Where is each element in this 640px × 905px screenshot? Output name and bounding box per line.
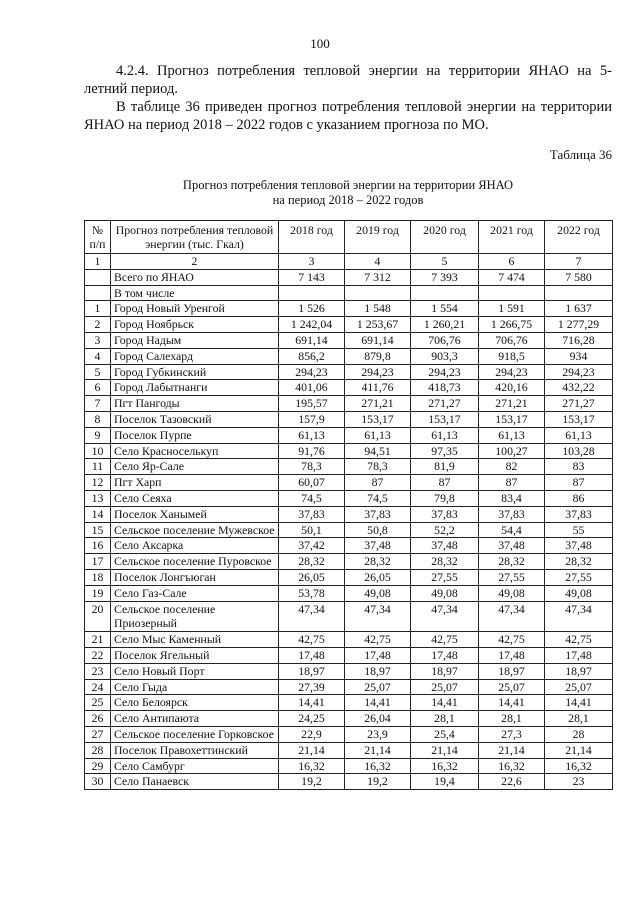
- value-2018: 42,75: [279, 632, 345, 648]
- value-2022: 49,08: [545, 585, 613, 601]
- table-row: [85, 632, 613, 648]
- row-name: Поселок Ханымей: [111, 506, 279, 522]
- value-2019: 14,41: [345, 695, 411, 711]
- value-2020: 97,35: [411, 443, 479, 459]
- value-2021: 16,32: [479, 758, 545, 774]
- intro-heading-paragraph: 4.2.4. Прогноз потребления тепловой энергии на территории ЯНАО на 5-летний период.: [84, 63, 612, 97]
- value-2020: 14,41: [411, 695, 479, 711]
- row-number: 10: [85, 443, 111, 459]
- value-2021: 27,3: [479, 726, 545, 742]
- table-row: [85, 774, 613, 790]
- value-2018: 22,9: [279, 726, 345, 742]
- value-2022: 18,97: [545, 663, 613, 679]
- value-2018: 1 242,04: [279, 317, 345, 333]
- table-row: [85, 411, 613, 427]
- value-2022: 716,28: [545, 332, 613, 348]
- value-2020: 7 393: [411, 269, 479, 285]
- value-2019: 94,51: [345, 443, 411, 459]
- row-number: 20: [85, 601, 111, 632]
- value-2018: 401,06: [279, 380, 345, 396]
- table-row: [85, 443, 613, 459]
- table-row: [85, 742, 613, 758]
- table-row: [85, 726, 613, 742]
- value-2019: 1 253,67: [345, 317, 411, 333]
- header-2019: 2019 год: [345, 221, 411, 254]
- row-number: 2: [85, 317, 111, 333]
- value-2020: 418,73: [411, 380, 479, 396]
- row-number: 6: [85, 380, 111, 396]
- value-2019: 7 312: [345, 269, 411, 285]
- value-2021: 37,48: [479, 538, 545, 554]
- row-number: 21: [85, 632, 111, 648]
- row-name: Село Газ-Сале: [111, 585, 279, 601]
- value-2021: 22,6: [479, 774, 545, 790]
- row-number: 7: [85, 396, 111, 412]
- value-2022: 37,83: [545, 506, 613, 522]
- table-row: [85, 506, 613, 522]
- value-2018: 37,83: [279, 506, 345, 522]
- value-2020: 1 554: [411, 301, 479, 317]
- row-name: Пгт Харп: [111, 475, 279, 491]
- column-number: 6: [479, 254, 545, 270]
- value-2018: 294,23: [279, 364, 345, 380]
- value-2022: 16,32: [545, 758, 613, 774]
- table-row: [85, 490, 613, 506]
- value-2018: 19,2: [279, 774, 345, 790]
- row-name: Город Салехард: [111, 348, 279, 364]
- value-2019: 294,23: [345, 364, 411, 380]
- value-2018: 18,97: [279, 663, 345, 679]
- row-name: Поселок Правохеттинский: [111, 742, 279, 758]
- value-2022: 28: [545, 726, 613, 742]
- value-2019: 17,48: [345, 647, 411, 663]
- value-2020: 25,07: [411, 679, 479, 695]
- value-2021: 37,83: [479, 506, 545, 522]
- value-2018: 7 143: [279, 269, 345, 285]
- value-2021: 294,23: [479, 364, 545, 380]
- column-number: 4: [345, 254, 411, 270]
- value-2019: 691,14: [345, 332, 411, 348]
- row-number: 12: [85, 475, 111, 491]
- value-2022: 103,28: [545, 443, 613, 459]
- row-number: 8: [85, 411, 111, 427]
- row-name: В том числе: [111, 285, 279, 301]
- value-2018: 195,57: [279, 396, 345, 412]
- value-2020: 37,83: [411, 506, 479, 522]
- value-2021: 28,32: [479, 554, 545, 570]
- row-number: 13: [85, 490, 111, 506]
- row-name: Всего по ЯНАО: [111, 269, 279, 285]
- value-2019: 26,05: [345, 569, 411, 585]
- table-label: Таблица 36: [549, 147, 612, 162]
- value-2021: 28,1: [479, 711, 545, 727]
- value-2018: 91,76: [279, 443, 345, 459]
- value-2022: 55: [545, 522, 613, 538]
- value-2018: 1 526: [279, 301, 345, 317]
- value-2022: 271,27: [545, 396, 613, 412]
- row-name: Поселок Тазовский: [111, 411, 279, 427]
- table-row: [85, 459, 613, 475]
- value-2019: 49,08: [345, 585, 411, 601]
- value-2021: 153,17: [479, 411, 545, 427]
- value-2021: 18,97: [479, 663, 545, 679]
- value-2018: 21,14: [279, 742, 345, 758]
- row-name: Село Сеяха: [111, 490, 279, 506]
- value-2020: 18,97: [411, 663, 479, 679]
- table-row: [85, 301, 613, 317]
- header-name: Прогноз потребления тепловой энергии (тыс. Гкал): [111, 221, 279, 254]
- row-number: 11: [85, 459, 111, 475]
- value-2022: 14,41: [545, 695, 613, 711]
- value-2022: 83: [545, 459, 613, 475]
- row-name: Сельское поселение Пуровское: [111, 554, 279, 570]
- header-2018: 2018 год: [279, 221, 345, 254]
- value-2020: 28,32: [411, 554, 479, 570]
- value-2022: 432,22: [545, 380, 613, 396]
- value-2019: 87: [345, 475, 411, 491]
- value-2019: 37,83: [345, 506, 411, 522]
- row-number: 27: [85, 726, 111, 742]
- row-name: Город Надым: [111, 332, 279, 348]
- value-2022: 934: [545, 348, 613, 364]
- value-2020: 153,17: [411, 411, 479, 427]
- value-2018: 16,32: [279, 758, 345, 774]
- value-2019: 25,07: [345, 679, 411, 695]
- value-2021: 27,55: [479, 569, 545, 585]
- value-2021: 420,16: [479, 380, 545, 396]
- value-2020: 271,27: [411, 396, 479, 412]
- value-2020: 27,55: [411, 569, 479, 585]
- table-row: [85, 538, 613, 554]
- value-2020: 61,13: [411, 427, 479, 443]
- row-name: Село Самбург: [111, 758, 279, 774]
- value-2022: 61,13: [545, 427, 613, 443]
- value-2019: 271,21: [345, 396, 411, 412]
- subheader-row: [85, 285, 613, 301]
- row-number: 25: [85, 695, 111, 711]
- value-2020: 25,4: [411, 726, 479, 742]
- row-number: 17: [85, 554, 111, 570]
- value-2019: 78,3: [345, 459, 411, 475]
- value-2021: 17,48: [479, 647, 545, 663]
- value-2021: 82: [479, 459, 545, 475]
- total-row: [85, 269, 613, 285]
- row-name: Поселок Пурпе: [111, 427, 279, 443]
- column-number: 1: [85, 254, 111, 270]
- row-number: 15: [85, 522, 111, 538]
- table-row: [85, 380, 613, 396]
- value-2019: 21,14: [345, 742, 411, 758]
- value-2019: 37,48: [345, 538, 411, 554]
- value-2020: 52,2: [411, 522, 479, 538]
- row-number: 4: [85, 348, 111, 364]
- column-numbers-row: [85, 254, 613, 270]
- column-number: 2: [111, 254, 279, 270]
- value-2021: 49,08: [479, 585, 545, 601]
- row-name: Поселок Ягельный: [111, 647, 279, 663]
- value-2018: 27,39: [279, 679, 345, 695]
- value-2022: 21,14: [545, 742, 613, 758]
- table-row: [85, 569, 613, 585]
- value-2020: 81,9: [411, 459, 479, 475]
- value-2020: 37,48: [411, 538, 479, 554]
- value-2020: 19,4: [411, 774, 479, 790]
- value-2019: 26,04: [345, 711, 411, 727]
- column-number: 5: [411, 254, 479, 270]
- value-2021: 42,75: [479, 632, 545, 648]
- value-2019: 47,34: [345, 601, 411, 632]
- forecast-table: [84, 220, 613, 790]
- value-2019: 19,2: [345, 774, 411, 790]
- page-number: 100: [310, 36, 330, 51]
- value-2022: 7 580: [545, 269, 613, 285]
- value-2021: 25,07: [479, 679, 545, 695]
- value-2020: 706,76: [411, 332, 479, 348]
- value-2021: 271,21: [479, 396, 545, 412]
- value-2019: 153,17: [345, 411, 411, 427]
- value-2018: 26,05: [279, 569, 345, 585]
- value-2019: 18,97: [345, 663, 411, 679]
- value-2021: 61,13: [479, 427, 545, 443]
- value-2021: 100,27: [479, 443, 545, 459]
- row-name: Город Губкинский: [111, 364, 279, 380]
- value-2018: 37,42: [279, 538, 345, 554]
- value-2018: 61,13: [279, 427, 345, 443]
- row-number: 3: [85, 332, 111, 348]
- row-number: 14: [85, 506, 111, 522]
- intro-text-paragraph: В таблице 36 приведен прогноз потребления тепловой энергии на территории ЯНАО на период 2018 – 2022 годов с указанием прогноза по МО.: [84, 99, 612, 133]
- value-2020: 1 260,21: [411, 317, 479, 333]
- value-2022: 25,07: [545, 679, 613, 695]
- header-num: № п/п: [85, 221, 111, 254]
- row-number: 19: [85, 585, 111, 601]
- value-2018: 28,32: [279, 554, 345, 570]
- value-2019: 42,75: [345, 632, 411, 648]
- value-2019: 16,32: [345, 758, 411, 774]
- value-2022: 28,1: [545, 711, 613, 727]
- value-2021: 7 474: [479, 269, 545, 285]
- table-row: [85, 317, 613, 333]
- table-row: [85, 332, 613, 348]
- row-number: 26: [85, 711, 111, 727]
- table-caption: [84, 178, 612, 208]
- value-2018: 691,14: [279, 332, 345, 348]
- table-row: [85, 663, 613, 679]
- value-2019: 50,8: [345, 522, 411, 538]
- row-name: Город Новый Уренгой: [111, 301, 279, 317]
- table-row: [85, 679, 613, 695]
- value-2019: 411,76: [345, 380, 411, 396]
- value-2022: 47,34: [545, 601, 613, 632]
- value-2020: 49,08: [411, 585, 479, 601]
- row-number: 1: [85, 301, 111, 317]
- row-number: 28: [85, 742, 111, 758]
- table-row: [85, 475, 613, 491]
- value-2020: 42,75: [411, 632, 479, 648]
- table-row: [85, 522, 613, 538]
- row-name: Село Мыс Каменный: [111, 632, 279, 648]
- value-2020: 294,23: [411, 364, 479, 380]
- row-name: Поселок Лонгъюган: [111, 569, 279, 585]
- row-name: Село Красноселькуп: [111, 443, 279, 459]
- value-2020: 21,14: [411, 742, 479, 758]
- row-number: 16: [85, 538, 111, 554]
- table-row: [85, 601, 613, 632]
- row-name: Село Гыда: [111, 679, 279, 695]
- row-number: 30: [85, 774, 111, 790]
- value-2022: 28,32: [545, 554, 613, 570]
- value-2018: 17,48: [279, 647, 345, 663]
- table-row: [85, 647, 613, 663]
- value-2021: 83,4: [479, 490, 545, 506]
- value-2020: 28,1: [411, 711, 479, 727]
- value-2018: 24,25: [279, 711, 345, 727]
- header-2022: 2022 год: [545, 221, 613, 254]
- value-2018: 14,41: [279, 695, 345, 711]
- row-name: Село Яр-Сале: [111, 459, 279, 475]
- row-name: Сельское поселение Горковское: [111, 726, 279, 742]
- row-name: Село Антипаюта: [111, 711, 279, 727]
- value-2022: 87: [545, 475, 613, 491]
- row-name: Город Ноябрьск: [111, 317, 279, 333]
- row-number: 24: [85, 679, 111, 695]
- table-caption-line-1: Прогноз потребления тепловой энергии на территории ЯНАО: [182, 178, 514, 192]
- value-2022: 294,23: [545, 364, 613, 380]
- value-2018: 78,3: [279, 459, 345, 475]
- table-header-row: [85, 221, 613, 254]
- value-2022: 153,17: [545, 411, 613, 427]
- row-number: 29: [85, 758, 111, 774]
- table-row: [85, 364, 613, 380]
- table-row: [85, 758, 613, 774]
- value-2021: 918,5: [479, 348, 545, 364]
- value-2018: 157,9: [279, 411, 345, 427]
- row-name: Пгт Пангоды: [111, 396, 279, 412]
- value-2019: 879,8: [345, 348, 411, 364]
- table-caption-line-2: на период 2018 – 2022 годов: [272, 193, 424, 207]
- value-2018: 60,07: [279, 475, 345, 491]
- table-row: [85, 554, 613, 570]
- value-2019: 61,13: [345, 427, 411, 443]
- table-row: [85, 585, 613, 601]
- value-2020: 903,3: [411, 348, 479, 364]
- value-2021: 14,41: [479, 695, 545, 711]
- row-name: Село Панаевск: [111, 774, 279, 790]
- value-2021: 1 266,75: [479, 317, 545, 333]
- value-2018: 74,5: [279, 490, 345, 506]
- value-2019: 1 548: [345, 301, 411, 317]
- value-2020: 79,8: [411, 490, 479, 506]
- table-row: [85, 348, 613, 364]
- table-row: [85, 396, 613, 412]
- value-2022: 1 277,29: [545, 317, 613, 333]
- value-2019: 74,5: [345, 490, 411, 506]
- value-2022: 27,55: [545, 569, 613, 585]
- row-name: Село Белоярск: [111, 695, 279, 711]
- row-number: 18: [85, 569, 111, 585]
- value-2021: 87: [479, 475, 545, 491]
- value-2020: 87: [411, 475, 479, 491]
- value-2021: 21,14: [479, 742, 545, 758]
- value-2020: 17,48: [411, 647, 479, 663]
- header-2021: 2021 год: [479, 221, 545, 254]
- value-2019: 23,9: [345, 726, 411, 742]
- column-number: 3: [279, 254, 345, 270]
- value-2021: 47,34: [479, 601, 545, 632]
- value-2021: 54,4: [479, 522, 545, 538]
- row-number: 22: [85, 647, 111, 663]
- row-name: Сельское поселение Мужевское: [111, 522, 279, 538]
- value-2022: 42,75: [545, 632, 613, 648]
- value-2022: 17,48: [545, 647, 613, 663]
- row-name: Город Лабытнанги: [111, 380, 279, 396]
- column-number: 7: [545, 254, 613, 270]
- table-row: [85, 695, 613, 711]
- row-name: Село Новый Порт: [111, 663, 279, 679]
- value-2020: 47,34: [411, 601, 479, 632]
- row-number: 9: [85, 427, 111, 443]
- value-2021: 1 591: [479, 301, 545, 317]
- table-row: [85, 427, 613, 443]
- value-2018: 47,34: [279, 601, 345, 632]
- value-2021: 706,76: [479, 332, 545, 348]
- value-2018: 856,2: [279, 348, 345, 364]
- value-2019: 28,32: [345, 554, 411, 570]
- row-name: Село Аксарка: [111, 538, 279, 554]
- row-number: [85, 269, 111, 285]
- header-2020: 2020 год: [411, 221, 479, 254]
- value-2022: 23: [545, 774, 613, 790]
- row-number: 5: [85, 364, 111, 380]
- value-2022: 37,48: [545, 538, 613, 554]
- value-2018: 50,1: [279, 522, 345, 538]
- value-2022: 86: [545, 490, 613, 506]
- row-number: 23: [85, 663, 111, 679]
- value-2020: 16,32: [411, 758, 479, 774]
- row-name: Сельское поселение Приозерный: [111, 601, 279, 632]
- value-2022: 1 637: [545, 301, 613, 317]
- value-2018: 53,78: [279, 585, 345, 601]
- table-row: [85, 711, 613, 727]
- row-number: [85, 285, 111, 301]
